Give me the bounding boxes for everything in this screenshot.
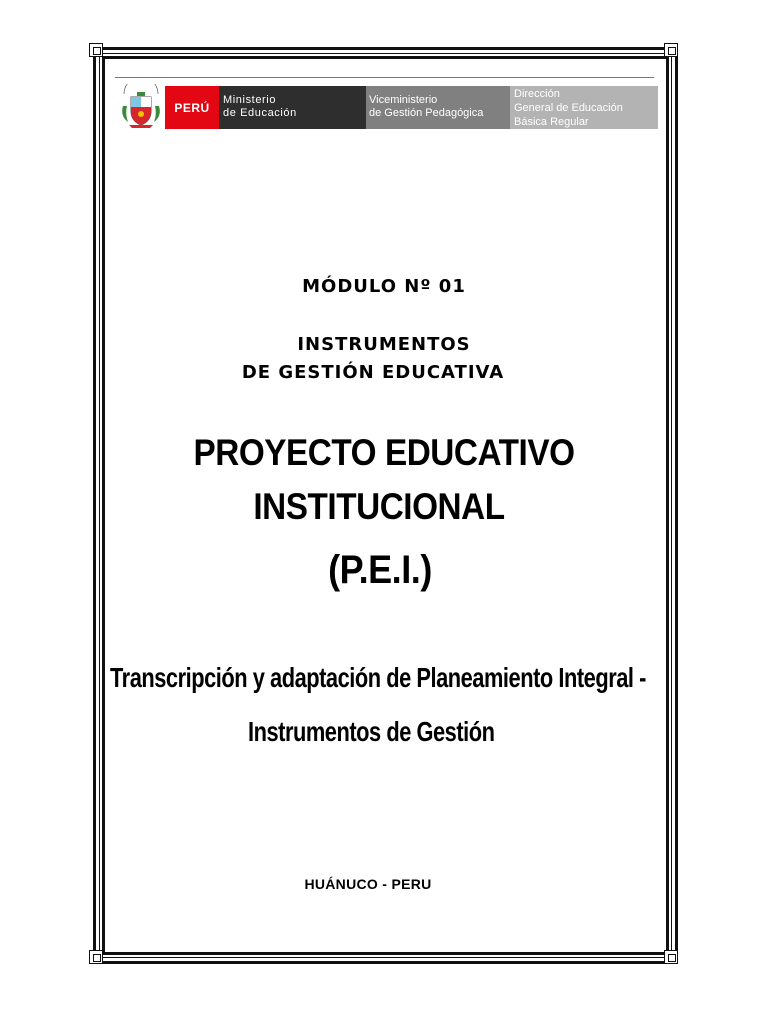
ministry-line-2: de Educación bbox=[223, 107, 297, 119]
instruments-heading-line-2: DE GESTIÓN EDUCATIVA bbox=[241, 362, 505, 383]
border-corner-top-right bbox=[664, 43, 678, 57]
title-line-2: INSTITUCIONAL bbox=[253, 486, 505, 527]
vice-line-1: Viceministerio bbox=[369, 94, 438, 106]
instruments-heading-line-1: INSTRUMENTOS bbox=[297, 334, 471, 355]
subtitle-line-2: Instrumentos de Gestión bbox=[248, 716, 495, 747]
subtitle-line-1: Transcripción y adaptación de Planeamiento Integral - bbox=[110, 662, 646, 693]
title-line-1: PROYECTO EDUCATIVO bbox=[193, 432, 575, 473]
border-corner-bottom-right bbox=[664, 950, 678, 964]
place-footer: HUÁNUCO - PERU bbox=[304, 876, 432, 892]
direction-line-1: Dirección bbox=[514, 88, 560, 100]
direction-line-2: General de Educación bbox=[514, 102, 623, 114]
ministry-line-1: Ministerio bbox=[223, 94, 277, 106]
peru-coat-of-arms-icon bbox=[120, 84, 162, 130]
direction-line-3: Básica Regular bbox=[514, 116, 589, 128]
vice-line-2: de Gestión Pedagógica bbox=[369, 107, 484, 119]
border-corner-bottom-left bbox=[89, 950, 103, 964]
ministry-band bbox=[219, 86, 366, 129]
border-corner-top-left bbox=[89, 43, 103, 57]
title-line-3: (P.E.I.) bbox=[328, 548, 432, 592]
country-badge: PERÚ bbox=[165, 86, 219, 129]
module-heading: MÓDULO Nº 01 bbox=[302, 276, 466, 297]
header-rule bbox=[115, 77, 654, 78]
direction-band bbox=[510, 86, 658, 129]
vice-ministry-band bbox=[366, 86, 510, 129]
